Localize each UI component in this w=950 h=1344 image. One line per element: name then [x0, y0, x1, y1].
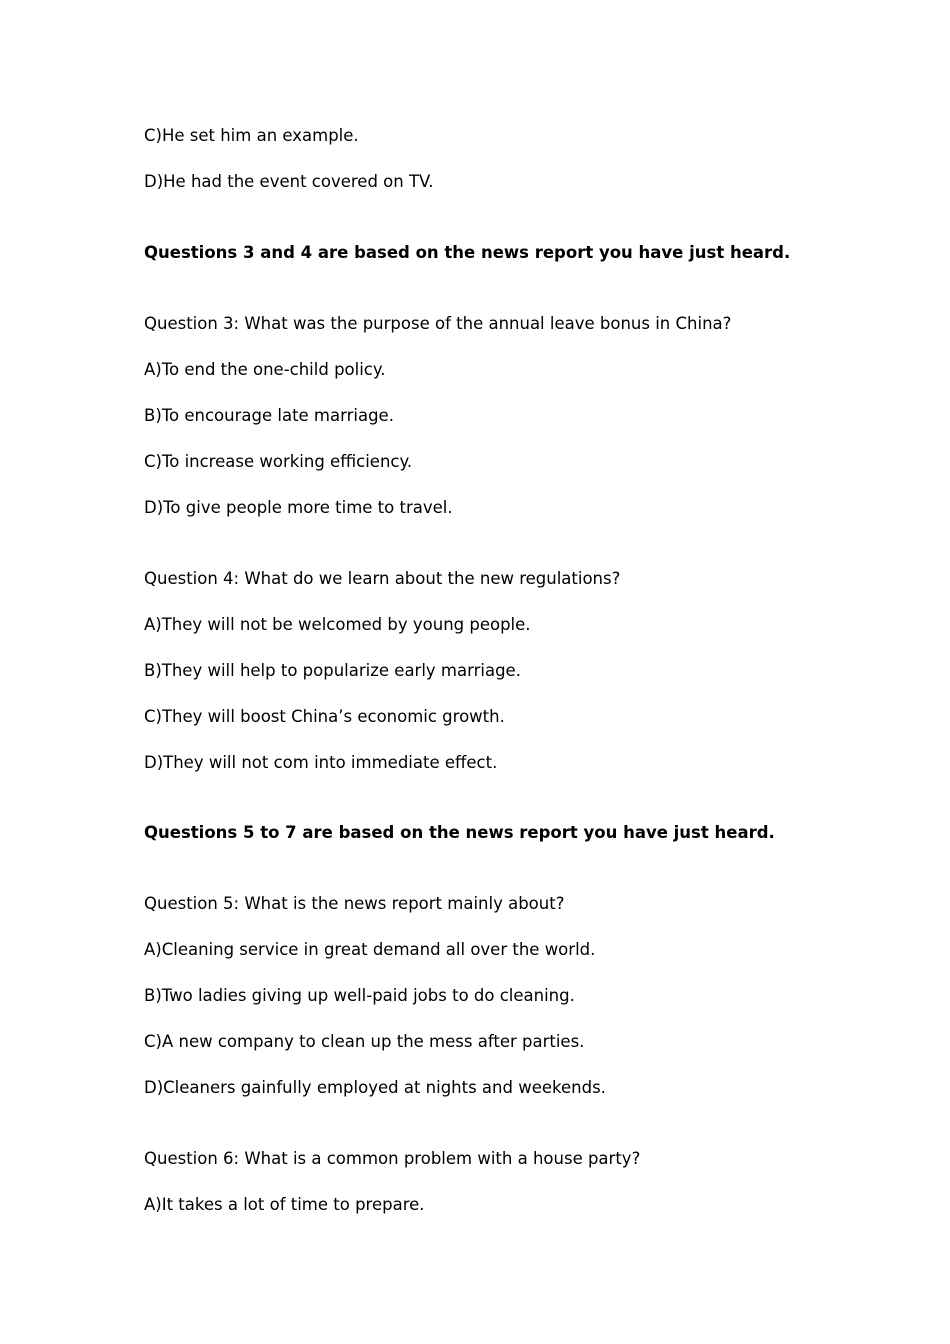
- q3-option-c: C)To increase working efficiency.: [144, 452, 413, 471]
- q2-option-c: C)He set him an example.: [144, 126, 359, 145]
- q3-option-d: D)To give people more time to travel.: [144, 498, 453, 517]
- q4-question: Question 4: What do we learn about the new regulations?: [144, 569, 621, 588]
- q3-option-b: B)To encourage late marriage.: [144, 406, 394, 425]
- q5-option-b: B)Two ladies giving up well-paid jobs to do cleaning.: [144, 986, 575, 1005]
- section-heading-5-7: Questions 5 to 7 are based on the news report you have just heard.: [144, 823, 775, 842]
- q4-option-d: D)They will not com into immediate effect.: [144, 753, 498, 772]
- q4-option-a: A)They will not be welcomed by young people.: [144, 615, 531, 634]
- q5-option-c: C)A new company to clean up the mess after parties.: [144, 1032, 585, 1051]
- q6-option-a: A)It takes a lot of time to prepare.: [144, 1195, 425, 1214]
- q6-question: Question 6: What is a common problem with a house party?: [144, 1149, 641, 1168]
- q5-option-a: A)Cleaning service in great demand all over the world.: [144, 940, 596, 959]
- section-heading-3-4: Questions 3 and 4 are based on the news report you have just heard.: [144, 243, 791, 262]
- q5-option-d: D)Cleaners gainfully employed at nights and weekends.: [144, 1078, 606, 1097]
- q3-option-a: A)To end the one-child policy.: [144, 360, 386, 379]
- q2-option-d: D)He had the event covered on TV.: [144, 172, 434, 191]
- q4-option-b: B)They will help to popularize early marriage.: [144, 661, 521, 680]
- q3-question: Question 3: What was the purpose of the annual leave bonus in China?: [144, 314, 732, 333]
- q5-question: Question 5: What is the news report mainly about?: [144, 894, 565, 913]
- q4-option-c: C)They will boost China’s economic growth.: [144, 707, 505, 726]
